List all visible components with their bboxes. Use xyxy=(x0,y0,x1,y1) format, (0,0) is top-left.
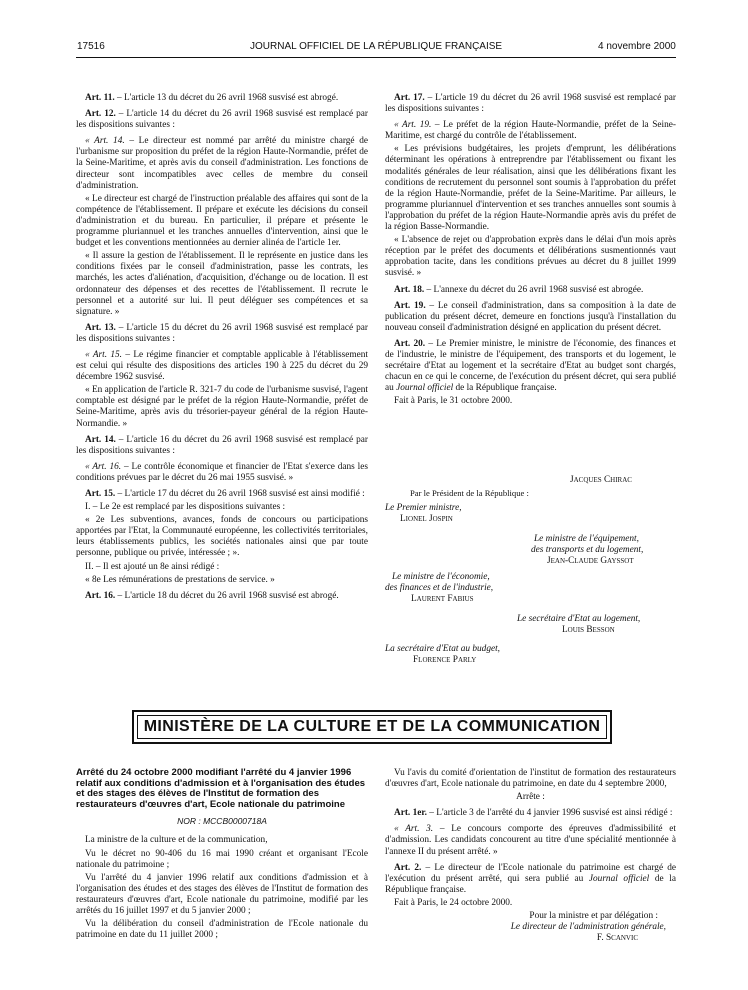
budget-name: Florence Parly xyxy=(413,655,477,665)
nor-reference: NOR : MCCB0000718A xyxy=(177,816,267,827)
paragraph-text: – L'annexe du décret du 26 avril 1968 susvisé est abrogée. xyxy=(424,284,644,295)
logement-title: Le secrétaire d'Etat au logement, xyxy=(517,614,641,624)
arrete-title: Arrêté du 24 octobre 2000 modifiant l'arrêté du 4 janvier 1996 relatif aux conditions d'admission et à l'organisation des études et des stages des élèves de l'Institut de formation des restaurateurs d'œuvres d'art, Ecole nationale du patrimoine xyxy=(76,767,366,810)
header-rule xyxy=(76,57,676,58)
paragraph-text: – L'article 19 du décret du 26 avril 1968 susvisé est remplacé par les dispositions suivantes : xyxy=(385,93,676,115)
article-label: Art. 19. xyxy=(394,300,426,311)
arrete-right-text xyxy=(385,768,676,909)
paragraph-text: – Le conseil d'administration, dans sa composition à la date de publication du présent décret, demeure en fonctions jusqu'à l'installation du nouveau conseil d'administration désigné en application du présent décret. xyxy=(385,300,676,333)
paragraph-text: – L'article 17 du décret du 26 avril 1968 susvisé est ainsi modifié : xyxy=(115,489,365,499)
paragraph-text: Fait à Paris, le 31 octobre 2000. xyxy=(394,396,513,407)
paragraph xyxy=(385,301,676,334)
paragraph-text: « Les prévisions budgétaires, les projets d'emprunt, les délibérations déterminant les opérations à entreprendre par l'établissement ou fixant les modalités générales de leur réalisation, ainsi que les délibérations fixant les conditions de recrutement du personnel sont soumis à l'approbation du préfet de la région Haute-Normandie, préfet de la Seine-Maritime. Par ailleurs, le programme pluriannuel d'intervention et ses tranches annuelles sont soumis à l'approbation du préfet de la région Haute-Normandie après avis du préfet de la région Basse-Normandie. xyxy=(385,144,676,233)
economie-title-1: Le ministre de l'économie, xyxy=(392,572,490,582)
ministry-banner-title: MINISTÈRE DE LA CULTURE ET DE LA COMMUNICATION xyxy=(137,715,607,739)
paragraph xyxy=(385,235,676,279)
article-ref: « Art. 14. xyxy=(85,136,125,147)
paragraph xyxy=(76,575,368,586)
paragraph xyxy=(76,109,368,131)
article-label: Art. 17. xyxy=(394,93,425,103)
paragraph xyxy=(385,120,676,142)
premier-ministre-name: Lionel Jospin xyxy=(400,514,453,524)
paragraph xyxy=(385,93,676,115)
paragraph: Vu l'arrêté du 4 janvier 1996 relatif aux conditions d'admission et à l'organisation des études et des stages des élèves de l'Institut de formation des restaurateurs d'œuvres d'art, Ecole nationale du patrimoine, modifié par les arrêtés du 16 juillet 1997 et du 5 janvier 2000 ; xyxy=(76,872,368,917)
arrete-closing-name: F. Scanvic xyxy=(596,933,638,944)
paragraph-text: « 8e Les rémunérations de prestations de service. » xyxy=(85,574,275,585)
article-ref: « Art. 15. xyxy=(85,349,122,360)
article-label: Art. 15. xyxy=(85,489,116,499)
paragraph: La ministre de la culture et de la communication, xyxy=(85,835,268,846)
paragraph xyxy=(76,515,368,559)
article-label: Art. 14. xyxy=(85,434,116,445)
article-label: Art. 20. xyxy=(394,338,426,349)
paragraph-text: – L'article 3 de l'arrêté du 4 janvier 1996 susvisé est ainsi rédigé : xyxy=(426,808,673,819)
article-label: Art. 18. xyxy=(394,284,425,295)
paragraph-text: – Le préfet de la région Haute-Normandie, préfet de la Seine-Maritime, est chargé du contrôle de l'établissement. xyxy=(385,120,676,142)
paragraph xyxy=(385,898,676,909)
issue-date: 4 novembre 2000 xyxy=(598,41,676,52)
paragraph xyxy=(385,285,676,296)
paragraph xyxy=(385,863,676,896)
paragraph xyxy=(76,136,368,191)
equipement-title-1: Le ministre de l'équipement, xyxy=(534,534,639,544)
paragraph xyxy=(76,194,368,249)
journal-name: Journal officiel xyxy=(396,383,454,394)
arrete-closing-1: Pour la ministre et par délégation : xyxy=(529,911,658,922)
paragraph: Vu la délibération du conseil d'administration de l'Ecole nationale du patrimoine en date du 11 juillet 2000 ; xyxy=(76,919,368,941)
paragraph xyxy=(385,792,676,803)
paragraph-text: Fait à Paris, le 24 octobre 2000. xyxy=(394,897,513,908)
paragraph xyxy=(385,768,676,790)
paragraph xyxy=(76,350,368,383)
article-ref: « Art. 19. xyxy=(394,120,432,131)
paragraph-tail: de la République française. xyxy=(385,873,677,895)
par-le-president: Par le Président de la République : xyxy=(410,488,529,498)
paragraph-text: I. – Le 2e est remplacé par les dispositions suivantes : xyxy=(85,502,286,513)
paragraph-text: Arrête : xyxy=(516,792,545,803)
paragraph-text: – L'article 13 du décret du 26 avril 1968 susvisé est abrogé. xyxy=(114,93,339,103)
paragraph-text: – Le concours comporte des épreuves d'admissibilité et d'admission. Les candidats concourent au titre d'une spécialité mentionnée à l'annexe II du présent arrêté. » xyxy=(385,824,676,857)
paragraph-text: – Le régime financier et comptable applicable à l'établissement est celui qui résulte des dispositions des articles 190 à 225 du décret du 29 décembre 1962 susvisé. xyxy=(76,349,368,383)
paragraph-text: II. – Il est ajouté un 8e ainsi rédigé : xyxy=(85,561,220,572)
budget-title: La secrétaire d'Etat au budget, xyxy=(385,644,500,654)
paragraph xyxy=(76,462,368,484)
ministry-banner xyxy=(132,710,612,744)
paragraph-text: – Le directeur de l'Ecole nationale du patrimoine est chargé de l'exécution du présent arrêté, qui sera publié au xyxy=(385,862,677,884)
paragraph xyxy=(385,808,676,819)
premier-ministre-title: Le Premier ministre, xyxy=(385,503,462,513)
paragraph-text: – L'article 16 du décret du 26 avril 1968 susvisé est remplacé par les dispositions suivantes : xyxy=(76,434,368,456)
paragraph xyxy=(76,489,368,500)
paragraph xyxy=(76,435,368,457)
paragraph xyxy=(385,144,676,233)
paragraph xyxy=(76,93,368,104)
paragraph-text: – L'article 15 du décret du 26 avril 1968 susvisé est remplacé par les dispositions suivantes : xyxy=(76,322,368,344)
paragraph xyxy=(76,562,368,573)
article-label: Art. 12. xyxy=(85,109,116,120)
paragraph-text: « L'absence de rejet ou d'approbation exprès dans le délai d'un mois après réception par le préfet des documents et délibérations susmentionnés vaut approbation tacite, dans les conditions prévues au décret du 8 juillet 1999 susvisé. » xyxy=(385,235,676,279)
paragraph-text: « En application de l'article R. 321-7 du code de l'urbanisme susvisé, l'agent comptable est désigné par le préfet de la région Haute-Normandie, préfet de Seine-Maritime, après avis du trésorier-payeur général de la région Haute-Normandie. » xyxy=(76,385,368,429)
article-label: Art. 2. xyxy=(394,862,422,873)
page-number: 17516 xyxy=(77,41,105,52)
arrete-left-text xyxy=(76,835,368,941)
right-column xyxy=(385,88,676,409)
paragraph-text: – L'article 14 du décret du 26 avril 1968 susvisé est remplacé par les dispositions suivantes : xyxy=(76,109,368,131)
equipement-name: Jean-Claude Gayssot xyxy=(547,556,634,566)
paragraph-text: – L'article 18 du décret du 26 avril 1968 susvisé est abrogé. xyxy=(115,590,339,601)
article-label: Art. 11. xyxy=(85,93,115,103)
signature-president: Jacques Chirac xyxy=(570,475,632,485)
paragraph-text: « Il assure la gestion de l'établissement. Il le représente en justice dans les conditions fixées par le conseil d'administration, passe les contrats, les marchés, les actes d'aliénation, d'acquisition, d'échange ou de location. Il est ordonnateur des dépenses et des recettes de l'établissement. Il recrute le personnel et a autorité sur lui. Il peut déléguer ses compétences et sa signature. » xyxy=(76,251,368,317)
paragraph xyxy=(385,824,676,857)
paragraph-text: – Le directeur est nommé par arrêté du ministre chargé de l'urbanisme sur proposition du préfet de la région Haute-Normandie, préfet de la Seine-Maritime, et après avis du conseil d'administration. Les fonctions de directeur sont incompatibles avec celles de membre du conseil d'administration. xyxy=(76,136,368,191)
paragraph-text: « 2e Les subventions, avances, fonds de concours ou participations apportées par l'Etat, la Communauté européenne, les collectivités territoriales, leurs établissements publics, les sociétés nationales ainsi que par toute personne, publique ou privée, intéressée ; ». xyxy=(76,515,368,559)
arrete-closing-2: Le directeur de l'administration générale, xyxy=(510,922,666,933)
article-ref: « Art. 16. xyxy=(85,461,122,472)
paragraph-text: – Le Premier ministre, le ministre de l'économie, des finances et de l'industrie, le ministre de l'équipement, des transports et du logement, le secrétaire d'Etat au logement et la secrétaire d'Etat au budget sont chargés, chacun en ce qui le concerne, de l'exécution du présent décret, qui sera publié au xyxy=(385,338,676,394)
paragraph xyxy=(76,502,368,513)
paragraph: Vu le décret no 90-406 du 16 mai 1990 créant et organisant l'Ecole nationale du patrimoine ; xyxy=(76,848,368,870)
article-ref: « Art. 3. xyxy=(394,824,434,835)
equipement-title-2: des transports et du logement, xyxy=(531,545,644,555)
left-column xyxy=(76,88,368,604)
logement-name: Louis Besson xyxy=(562,625,615,635)
paragraph xyxy=(385,339,676,394)
paragraph-text: – Le contrôle économique et financier de l'Etat s'exerce dans les conditions prévues par le décret du 26 mai 1955 susvisé. » xyxy=(76,461,368,483)
paragraph xyxy=(76,591,368,602)
journal-name: Journal officiel xyxy=(588,873,650,884)
paragraph xyxy=(76,385,368,429)
paragraph xyxy=(385,396,676,407)
article-label: Art. 16. xyxy=(85,590,116,601)
economie-name: Laurent Fabius xyxy=(411,594,474,604)
paragraph-text: Vu l'avis du comité d'orientation de l'institut de formation des restaurateurs d'œuvres d'art, Ecole nationale du patrimoine, en date du 4 septembre 2000, xyxy=(385,768,676,790)
arrete-left-column xyxy=(76,768,368,943)
arrete-right-column xyxy=(385,768,676,944)
journal-title: JOURNAL OFFICIEL DE LA RÉPUBLIQUE FRANÇAISE xyxy=(250,41,503,52)
paragraph xyxy=(76,323,368,345)
article-label: Art. 1er. xyxy=(394,808,427,819)
economie-title-2: des finances et de l'industrie, xyxy=(385,583,494,593)
paragraph xyxy=(76,251,368,318)
paragraph-text: « Le directeur est chargé de l'instruction préalable des affaires qui sont de la compétence de l'établissement. Il prépare et exécute les décisions du conseil d'administration et du bureau. En particulier, il prépare et présente le programme pluriannuel et les tranches annuelles d'intervention, ainsi que le budget et les conventions mentionnées au dernier alinéa de l'article 1er. xyxy=(76,193,368,249)
article-label: Art. 13. xyxy=(85,322,116,333)
paragraph-tail: de la République française. xyxy=(453,383,557,394)
